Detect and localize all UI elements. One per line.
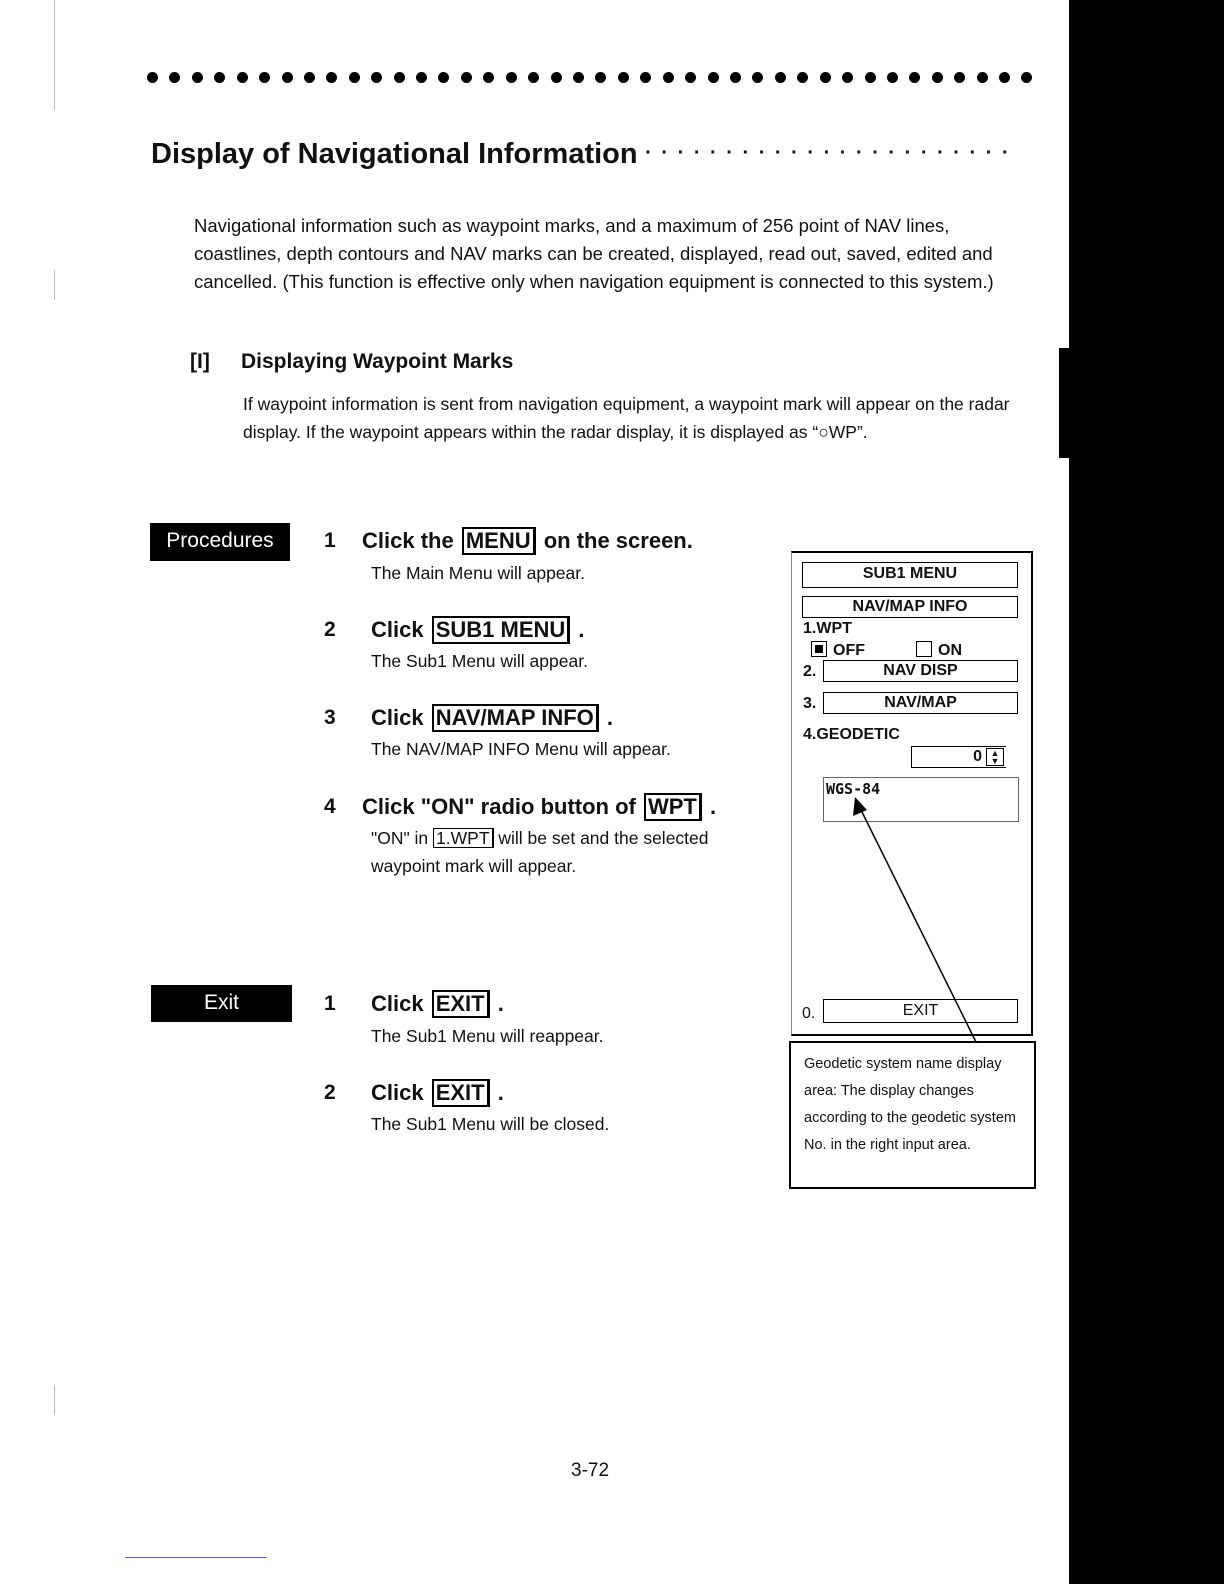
- item-number: 3.: [803, 695, 817, 712]
- nav-map-info-key[interactable]: NAV/MAP INFO: [432, 704, 599, 732]
- exit-label: Exit: [151, 985, 292, 1022]
- nav-map-info-header[interactable]: NAV/MAP INFO: [802, 596, 1018, 618]
- geodetic-name-display: WGS-84: [823, 777, 1019, 822]
- geodetic-input[interactable]: 0 ▲ ▼: [911, 746, 1006, 768]
- wpt-on-option[interactable]: ON: [916, 641, 962, 660]
- exit-key[interactable]: EXIT: [432, 1079, 490, 1107]
- wpt-label: 1.WPT: [803, 620, 852, 637]
- step-heading: Click EXIT .: [371, 991, 504, 1016]
- nav-map-button[interactable]: NAV/MAP: [823, 692, 1018, 714]
- section-title: Displaying Waypoint Marks: [241, 350, 514, 373]
- wpt-key[interactable]: WPT: [644, 793, 702, 821]
- callout-note: Geodetic system name display area: The display changes according to the geodetic system No. in the right input area.: [789, 1041, 1036, 1189]
- section-number: [I]: [190, 350, 210, 373]
- item-number: 2.: [803, 663, 817, 680]
- step-heading: Click EXIT .: [371, 1080, 504, 1105]
- step-number: 4: [324, 795, 336, 818]
- nav-disp-button[interactable]: NAV DISP: [823, 660, 1018, 682]
- page-number: 3-72: [571, 1460, 610, 1481]
- step-heading: Click SUB1 MENU .: [371, 617, 585, 642]
- page-title: Display of Navigational Information · · · · · · · · · · · · · · · · · · · · · · ·: [151, 138, 1011, 170]
- step-number: 1: [324, 992, 336, 1015]
- step-description: The NAV/MAP INFO Menu will appear.: [371, 739, 671, 759]
- exit-button[interactable]: EXIT: [823, 999, 1018, 1023]
- step-description: The Sub1 Menu will appear.: [371, 651, 588, 671]
- item-number: 0.: [802, 1005, 816, 1022]
- procedures-label: Procedures: [150, 523, 290, 561]
- sub1-menu-key[interactable]: SUB1 MENU: [432, 616, 571, 644]
- step-description: The Sub1 Menu will reappear.: [371, 1026, 604, 1046]
- callout-line: [862, 812, 976, 1042]
- step-number: 2: [324, 618, 336, 641]
- spinner-icon[interactable]: ▲ ▼: [986, 748, 1004, 766]
- step-number: 2: [324, 1081, 336, 1104]
- step-heading: Click "ON" radio button of WPT .: [362, 794, 717, 819]
- geodetic-label: 4.GEODETIC: [803, 726, 900, 743]
- menu-title[interactable]: SUB1 MENU: [802, 562, 1018, 588]
- step-description: The Sub1 Menu will be closed.: [371, 1114, 610, 1134]
- step-description: "ON" in 1.WPT will be set and the selected waypoint mark will appear.: [371, 828, 709, 876]
- wpt-off-option[interactable]: OFF: [811, 641, 865, 660]
- wpt-item-key[interactable]: 1.WPT: [433, 828, 493, 848]
- step-description: The Main Menu will appear.: [371, 563, 585, 583]
- step-number: 3: [324, 706, 336, 729]
- arrowhead-icon: [853, 797, 867, 816]
- step-heading: Click the MENU on the screen.: [362, 528, 693, 553]
- menu-key[interactable]: MENU: [462, 527, 536, 555]
- intro-paragraph: Navigational information such as waypoint marks, and a maximum of 256 point of NAV lines, coastlines, depth contours and NAV marks can be created, displayed, read out, saved, edited and cancelled. (This function is effective only when navigation equipment is connected to this system.): [194, 215, 994, 292]
- step-heading: Click NAV/MAP INFO .: [371, 705, 614, 730]
- exit-key[interactable]: EXIT: [432, 990, 490, 1018]
- section-body: If waypoint information is sent from navigation equipment, a waypoint mark will appear on the radar display. If the waypoint appears within the radar display, it is displayed as “○WP”.: [243, 394, 1010, 442]
- step-number: 1: [324, 529, 336, 552]
